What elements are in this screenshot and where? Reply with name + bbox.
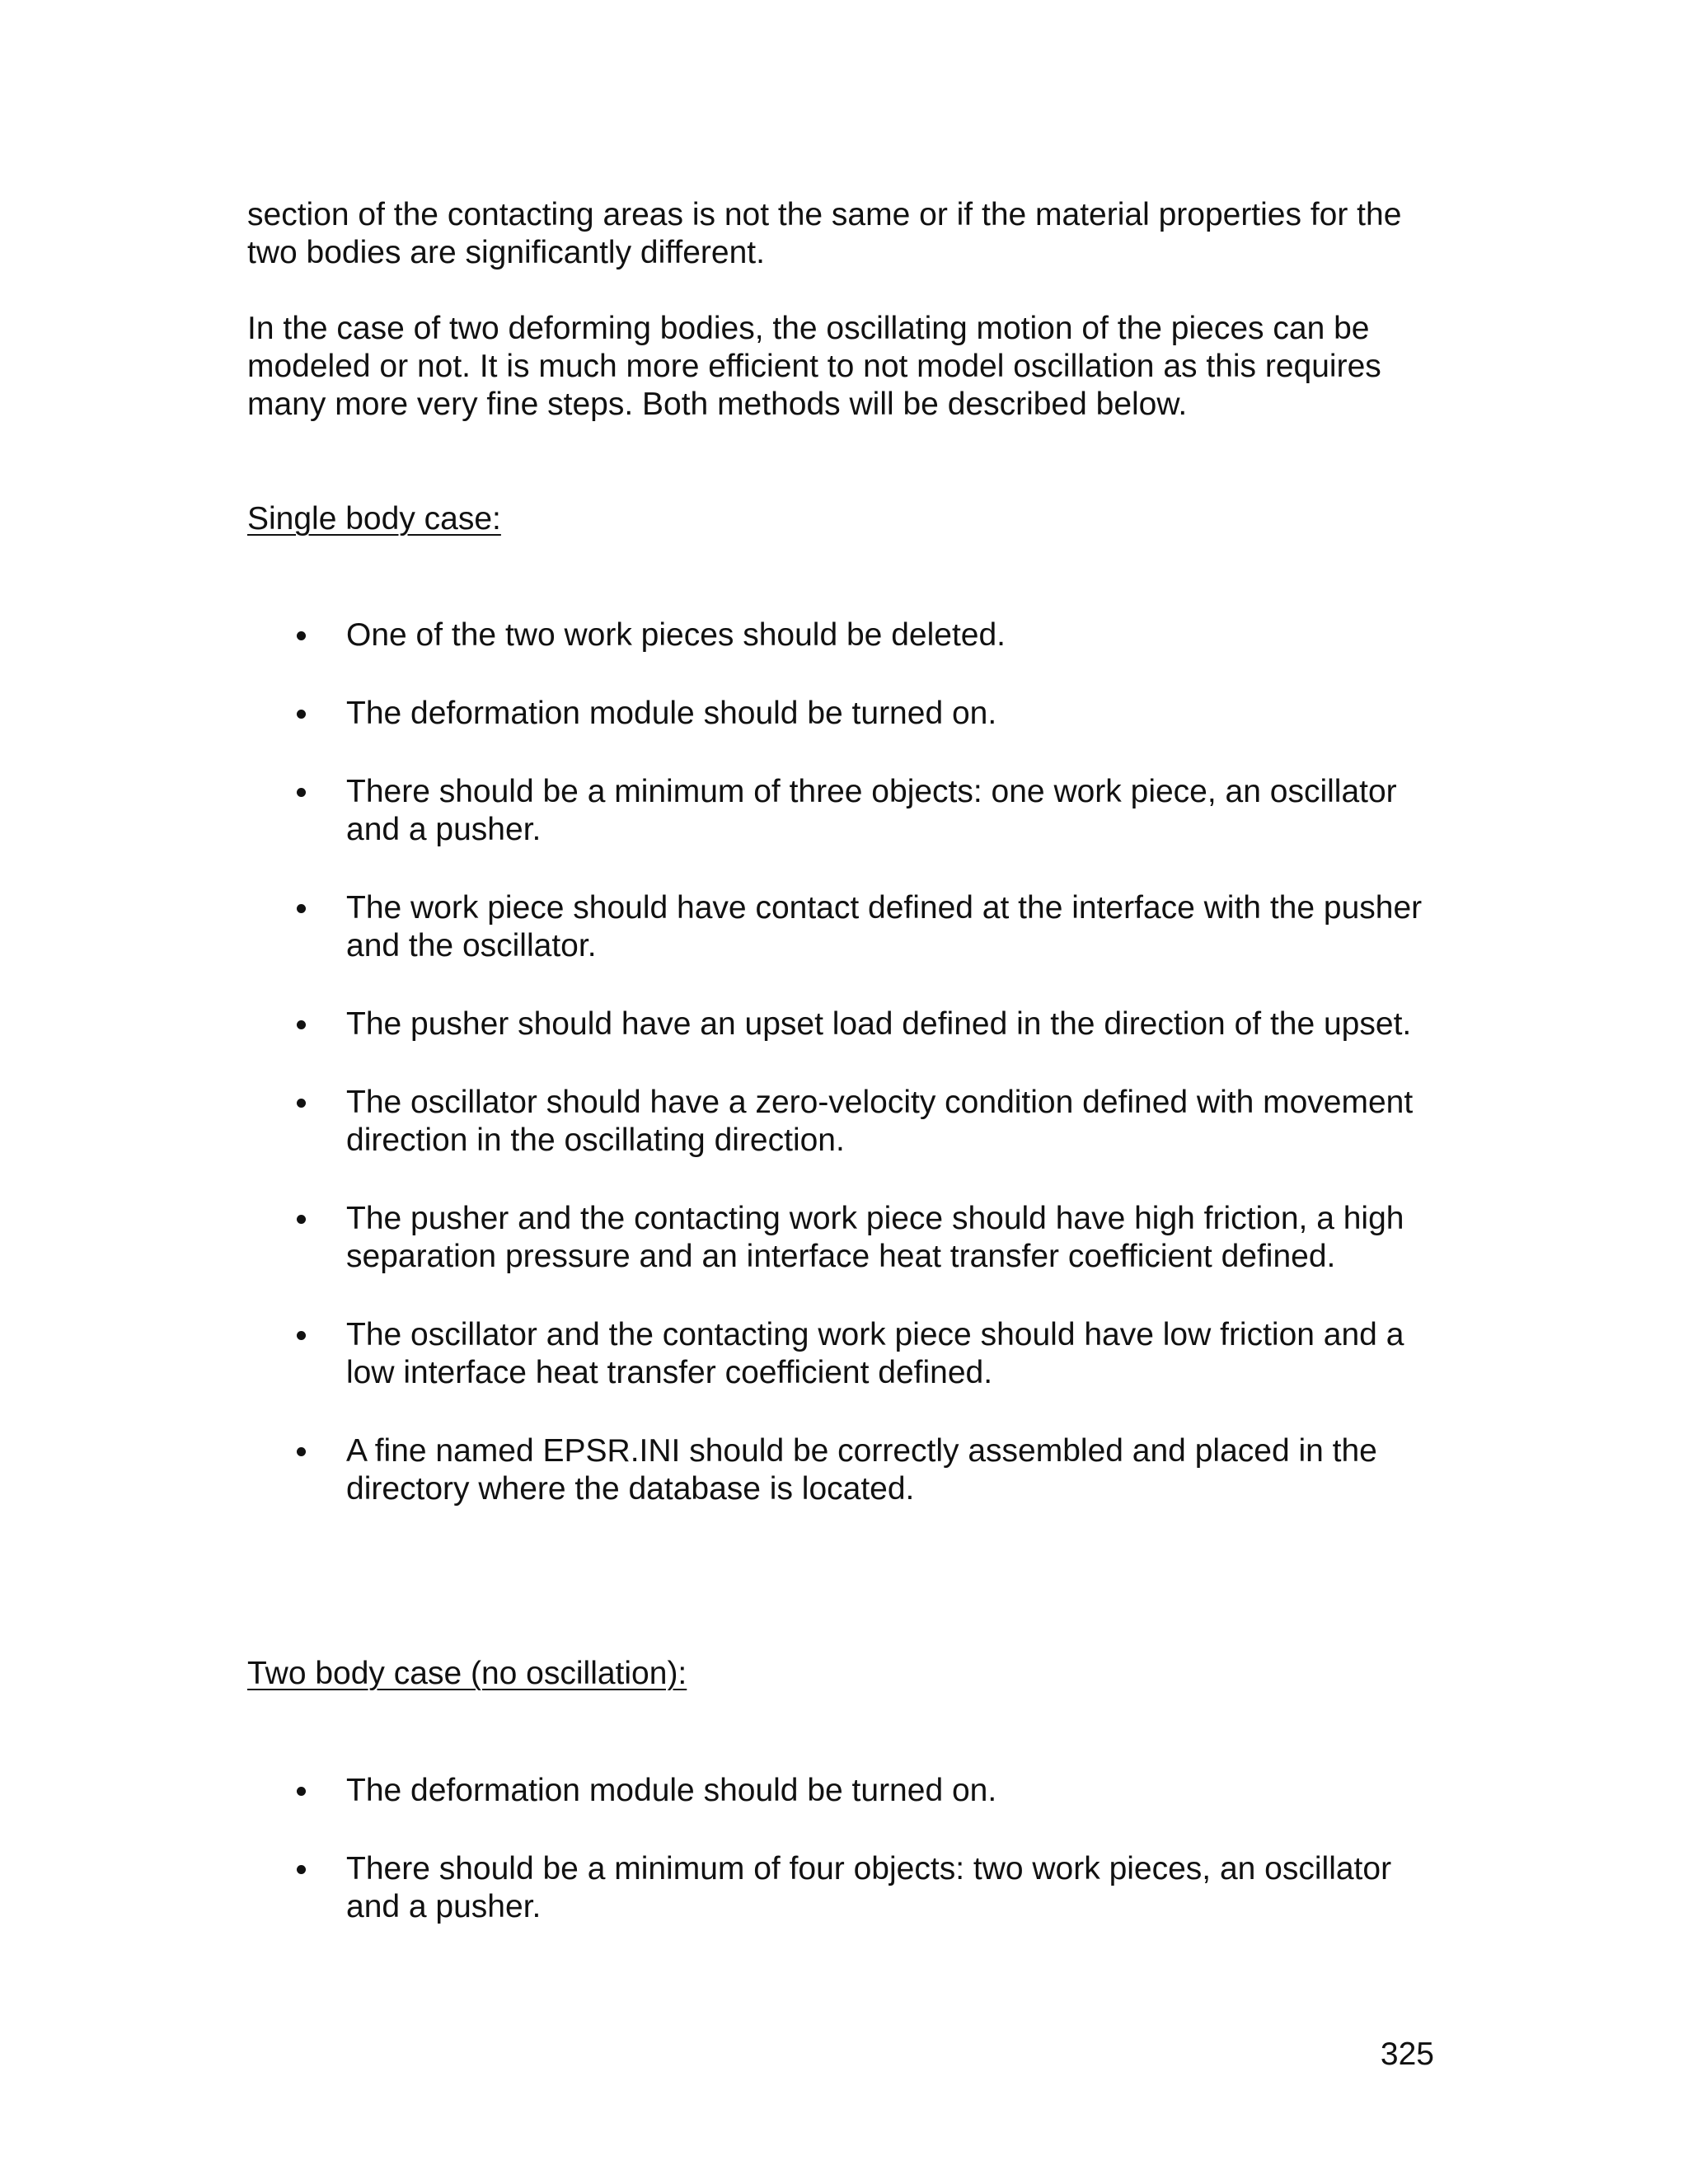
list-item-text: The pusher and the contacting work piece should have high friction, a high separation pressure and an interface heat transfer coefficient defined. (346, 1201, 1404, 1274)
bullet-icon (297, 1865, 306, 1874)
list-item (247, 1850, 1451, 1926)
two-body-heading: Two body case (no oscillation): (247, 1656, 687, 1691)
bullet-icon (297, 1331, 306, 1340)
list-item (247, 1432, 1451, 1508)
single-body-heading: Single body case: (247, 501, 501, 537)
list-item-text: The oscillator and the contacting work piece should have low friction and a low interface heat transfer coefficient defined. (346, 1317, 1404, 1390)
bullet-icon (297, 1787, 306, 1796)
intro-paragraph-1: section of the contacting areas is not the same or if the material properties for the two bodies are significantly different. (247, 197, 1402, 270)
list-item-text: There should be a minimum of four objects: two work pieces, an oscillator and a pusher. (346, 1851, 1392, 1924)
list-item (247, 1084, 1451, 1160)
bullet-icon (297, 710, 306, 719)
list-item (247, 773, 1451, 849)
intro-paragraph-2: In the case of two deforming bodies, the oscillating motion of the pieces can be modeled or not. It is much more efficient to not model oscillation as this requires many more very fine steps. Both methods will be described below. (247, 311, 1381, 422)
list-item (247, 1316, 1451, 1392)
list-item (247, 1005, 1451, 1043)
list-item (247, 695, 1451, 733)
bullet-icon (297, 631, 306, 640)
list-item (247, 889, 1451, 965)
list-item-text: One of the two work pieces should be deleted. (346, 617, 1006, 653)
list-item (247, 1772, 1451, 1810)
page-number: 325 (1380, 2036, 1434, 2072)
list-item-text: The pusher should have an upset load defined in the direction of the upset. (346, 1006, 1412, 1042)
list-item-text: A fine named EPSR.INI should be correctly assembled and placed in the directory where the database is located. (346, 1433, 1377, 1507)
list-item-text: The work piece should have contact defined at the interface with the pusher and the oscillator. (346, 890, 1423, 963)
list-item-text: The deformation module should be turned on. (346, 696, 997, 731)
bullet-icon (297, 1447, 306, 1456)
two-body-list (247, 1772, 1451, 1966)
list-item (247, 616, 1451, 654)
list-item (247, 1200, 1451, 1276)
bullet-icon (297, 904, 306, 913)
bullet-icon (297, 788, 306, 797)
intro-section (247, 196, 1451, 424)
bullet-icon (297, 1020, 306, 1029)
list-item-text: The deformation module should be turned on. (346, 1773, 997, 1808)
list-item-text: The oscillator should have a zero-velocity condition defined with movement direction in the oscillating direction. (346, 1085, 1414, 1158)
list-item-text: There should be a minimum of three objects: one work piece, an oscillator and a pusher. (346, 774, 1397, 847)
bullet-icon (297, 1099, 306, 1108)
bullet-icon (297, 1215, 306, 1224)
single-body-list (247, 616, 1451, 1549)
